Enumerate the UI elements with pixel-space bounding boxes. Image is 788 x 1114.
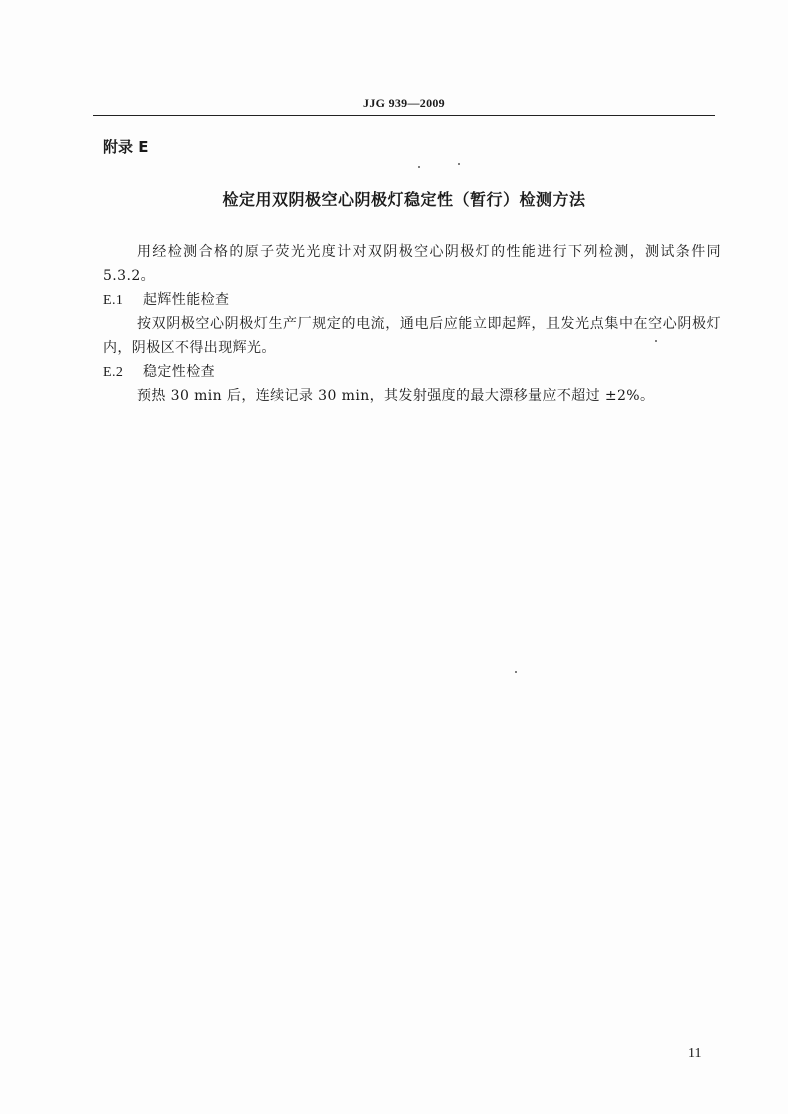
scan-speck [458, 163, 460, 165]
scan-speck [418, 166, 420, 168]
section-body-e1: 按双阴极空心阴极灯生产厂规定的电流，通电后应能立即起辉，且发光点集中在空心阴极灯内，阴极区不得出现辉光。 [103, 316, 721, 356]
section-heading-e2 [103, 360, 215, 385]
appendix-label: 附录 E [103, 138, 149, 156]
page-number: 11 [688, 1046, 702, 1061]
page-header [93, 96, 715, 120]
intro-paragraph: 用经检测合格的原子荧光光度计对双阴极空心阴极灯的性能进行下列检测，测试条件同 5.3.2。 [103, 244, 721, 284]
standard-code: JJG 939—2009 [363, 96, 445, 110]
section-number: E.1 [103, 293, 124, 308]
section-heading-e1 [103, 288, 229, 313]
scan-speck [515, 671, 517, 673]
section-number: E.2 [103, 365, 124, 380]
header-rule [93, 115, 715, 116]
section-title: 起辉性能检查 [143, 292, 230, 308]
document-title: 检定用双阴极空心阴极灯稳定性（暂行）检测方法 [222, 190, 586, 209]
scan-speck [655, 340, 657, 342]
section-title: 稳定性检查 [143, 364, 215, 380]
section-body-e2: 预热 30 min 后，连续记录 30 min，其发射强度的最大漂移量应不超过 ±2%。 [137, 388, 655, 404]
